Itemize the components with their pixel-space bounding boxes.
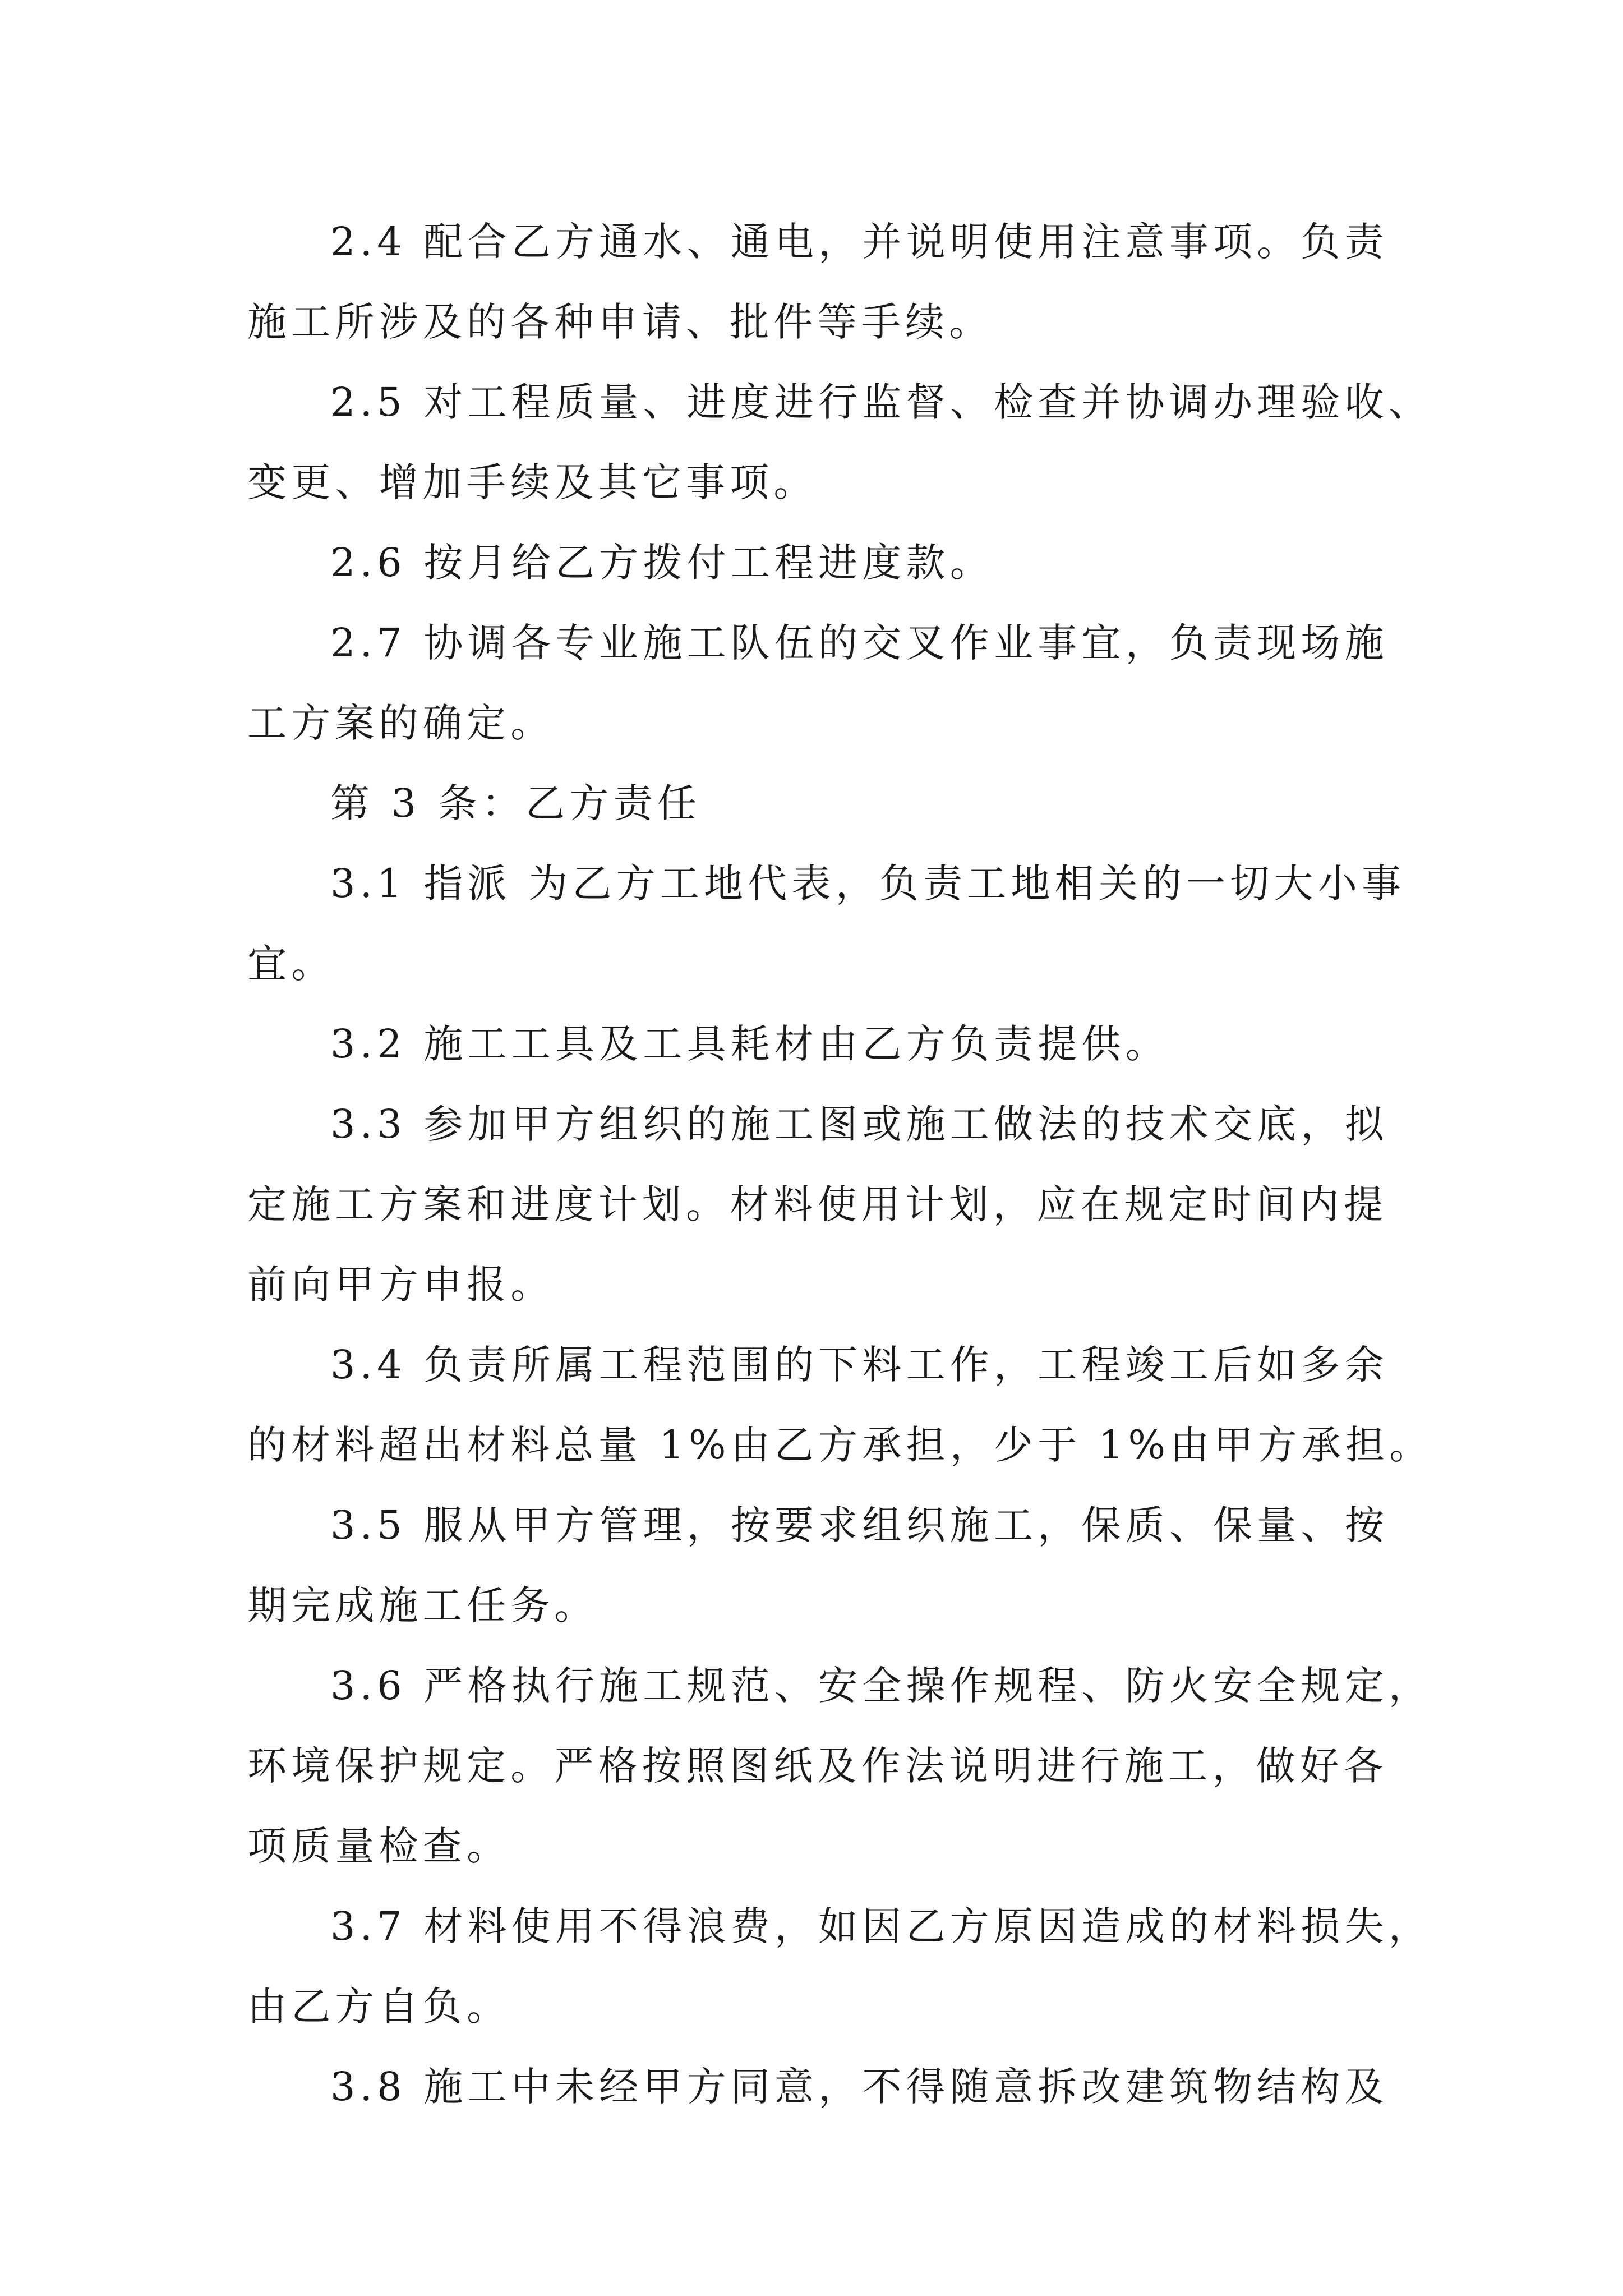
text-line: 前向甲方申报。 bbox=[247, 1262, 555, 1308]
text-line: 3.4 负责所属工程范围的下料工作，工程竣工后如多余 bbox=[330, 1342, 1389, 1388]
text-line: 期完成施工任务。 bbox=[247, 1582, 598, 1628]
text-line: 工方案的确定。 bbox=[247, 700, 555, 746]
text-line: 由乙方自负。 bbox=[247, 1984, 511, 2030]
text-line: 3.8 施工中未经甲方同意，不得随意拆改建筑物结构及 bbox=[330, 2064, 1389, 2110]
text-line: 2.5 对工程质量、进度进行监督、检查并协调办理验收、 bbox=[330, 379, 1432, 425]
text-line: 3.3 参加甲方组织的施工图或施工做法的技术交底，拟 bbox=[330, 1101, 1389, 1147]
text-line: 宜。 bbox=[247, 941, 335, 987]
text-line: 2.4 配合乙方通水、通电，并说明使用注意事项。负责 bbox=[330, 219, 1389, 265]
text-line: 施工所涉及的各种申请、批件等手续。 bbox=[247, 299, 993, 345]
text-line: 2.6 按月给乙方拨付工程进度款。 bbox=[330, 540, 994, 586]
text-line: 2.7 协调各专业施工队伍的交叉作业事宜，负责现场施 bbox=[330, 620, 1389, 666]
text-line: 环境保护规定。严格按照图纸及作法说明进行施工，做好各 bbox=[247, 1743, 1388, 1789]
text-line: 3.5 服从甲方管理，按要求组织施工，保质、保量、按 bbox=[330, 1502, 1389, 1548]
text-line: 变更、增加手续及其它事项。 bbox=[247, 459, 818, 505]
text-line: 的材料超出材料总量 1%由乙方承担，少于 1%由甲方承担。 bbox=[247, 1422, 1433, 1468]
text-line: 3.1 指派 为乙方工地代表，负责工地相关的一切大小事 bbox=[330, 861, 1406, 907]
text-line: 3.7 材料使用不得浪费，如因乙方原因造成的材料损失， bbox=[330, 1903, 1432, 1949]
text-line: 3.6 严格执行施工规范、安全操作规程、防火安全规定， bbox=[330, 1663, 1432, 1709]
text-line: 项质量检查。 bbox=[247, 1823, 511, 1869]
text-line: 3.2 施工工具及工具耗材由乙方负责提供。 bbox=[330, 1021, 1169, 1067]
text-line: 定施工方案和进度计划。材料使用计划，应在规定时间内提 bbox=[247, 1181, 1388, 1227]
section-heading: 第 3 条：乙方责任 bbox=[330, 780, 702, 826]
